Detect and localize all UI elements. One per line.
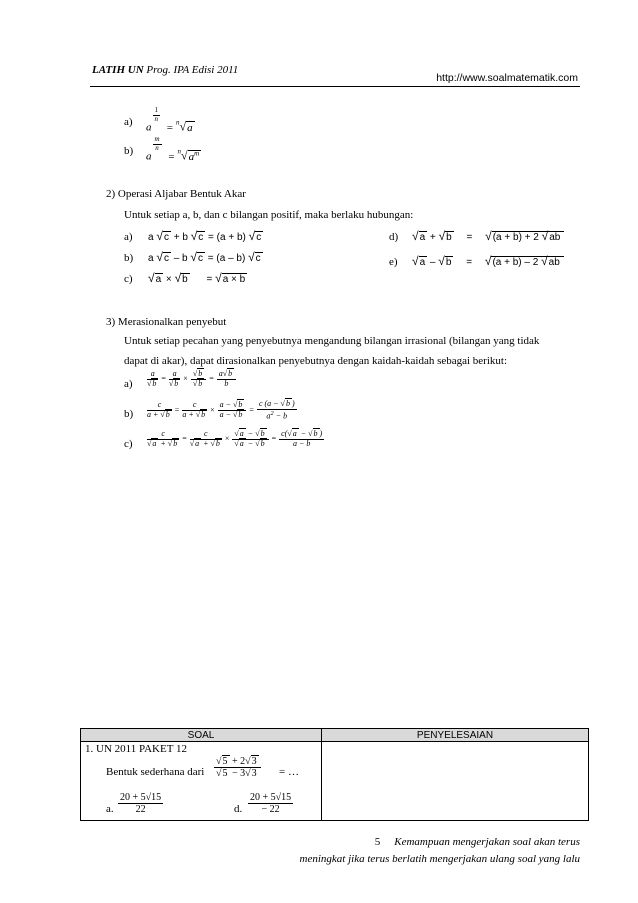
section-2-label-c: c) bbox=[124, 273, 133, 285]
problem-source: 1. UN 2011 PAKET 12 bbox=[85, 743, 187, 755]
rationalize-rule-c: $\frac{c}{√a + √b}$ = $\frac{c}{√a + √b}$ × $\frac{√a - √b}{√a - √b}$ = $\frac{c(√a - √b )}{a - b}$ bbox=[147, 429, 323, 448]
problem-ellipsis: = … bbox=[279, 766, 299, 778]
footer-line-1: Kemampuan mengerjakan soal akan terus bbox=[394, 836, 580, 848]
section-2-label-b: b) bbox=[124, 252, 134, 264]
option-a-numerator: 20 + 5√15 bbox=[120, 792, 162, 803]
problem-expression: $\frac{√5 + 2√3}{√5 - 3√3}$ bbox=[213, 756, 262, 779]
rule-2e-formula: √a – √b = √(a + b) – 2 √ab bbox=[412, 254, 564, 268]
soal-table bbox=[80, 728, 589, 821]
header-title-bold: LATIH UN bbox=[92, 64, 144, 76]
rule-2d-formula: √a + √b = √(a + b) + 2 √ab bbox=[412, 229, 564, 243]
option-d-value bbox=[248, 792, 293, 815]
section-3-intro-line1: Untuk setiap pecahan yang penyebutnya mengandung bilangan irrasional (bilangan yang tidak bbox=[124, 335, 540, 347]
option-d-numerator: 20 + 5√15 bbox=[250, 792, 292, 803]
section-2-heading: 2) Operasi Aljabar Bentuk Akar bbox=[106, 188, 246, 200]
exponent-rule-a: a $\frac{1}{n}$ = $^n$√a bbox=[146, 106, 193, 134]
exponent-rule-label-a: a) bbox=[124, 116, 133, 128]
section-3-label-a: a) bbox=[124, 378, 133, 390]
page-footer bbox=[300, 834, 580, 868]
document-header-title bbox=[92, 64, 238, 76]
option-a-denominator: 22 bbox=[135, 804, 146, 815]
section-3-heading: 3) Merasionalkan penyebut bbox=[106, 316, 227, 328]
rule-2c-formula: √a × √b = √a × b bbox=[148, 271, 246, 285]
section-3-label-c: c) bbox=[124, 438, 133, 450]
header-url[interactable]: http://www.soalmatematik.com bbox=[436, 72, 578, 84]
section-2-label-e: e) bbox=[389, 256, 398, 268]
rule-2b-formula: a √c – b √c = (a – b) √c bbox=[148, 250, 261, 264]
solution-cell bbox=[322, 742, 589, 821]
rule-2a-formula: a √c + b √c = (a + b) √c bbox=[148, 229, 262, 243]
option-d-label: d. bbox=[234, 803, 243, 815]
section-3-label-b: b) bbox=[124, 408, 134, 420]
footer-line-2: meningkat jika terus berlatih mengerjakan ulang soal yang lalu bbox=[299, 853, 580, 865]
option-a-value bbox=[118, 792, 163, 815]
exponent-rule-label-b: b) bbox=[124, 145, 134, 157]
exponent-rule-b: a $\frac{m}{n}$ = $^n√a^m$ bbox=[146, 135, 200, 163]
section-2-label-d: d) bbox=[389, 231, 399, 243]
rationalize-rule-a: $\frac{a}{√b}$ = $\frac{a}{√b}$ × $\frac{√b}{√b}$ = $\frac{a√b}{b}$ bbox=[146, 370, 237, 389]
column-header-soal: SOAL bbox=[81, 729, 322, 742]
problem-text: Bentuk sederhana dari bbox=[106, 766, 205, 778]
section-2-intro: Untuk setiap a, b, dan c bilangan positif, maka berlaku hubungan: bbox=[124, 209, 414, 221]
section-2-label-a: a) bbox=[124, 231, 133, 243]
problem-cell bbox=[81, 742, 322, 821]
header-title-rest: Prog. IPA Edisi 2011 bbox=[146, 64, 239, 76]
header-divider bbox=[90, 86, 580, 87]
column-header-penyelesaian: PENYELESAIAN bbox=[322, 729, 589, 742]
page-number: 5 bbox=[374, 836, 381, 848]
section-3-intro-line2: dapat di akar), dapat dirasionalkan penyebutnya dengan kaidah-kaidah sebagai berikut: bbox=[124, 355, 508, 367]
rationalize-rule-b: $\frac{c}{a + √b}$ = $\frac{c}{a + √b}$ × $\frac{a - √b}{a - √b}$ = $\frac{c (a - √b )}{a^2 - b}$ bbox=[147, 399, 295, 421]
option-d-denominator: − 22 bbox=[261, 804, 280, 815]
option-a-label: a. bbox=[106, 803, 114, 815]
